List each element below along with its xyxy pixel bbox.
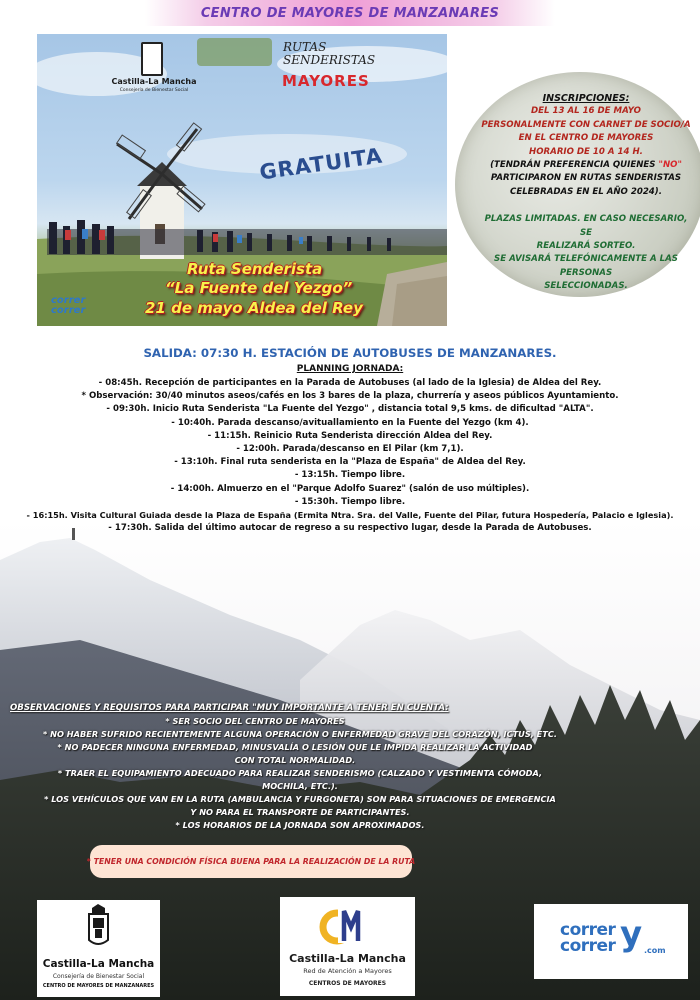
inscripciones-place: EN EL CENTRO DE MAYORES [518,133,654,144]
hero-photo [37,34,447,326]
ruta-date: 21 de mayo Aldea del Rey [145,299,363,317]
preference-line3: CELEBRADAS EN EL AÑO 2024). [510,186,662,197]
plazas-line2: REALIZARÁ SORTEO. [536,241,636,252]
preference-line1: (TENDRÁN PREFERENCIA QUIENES "NO" [490,160,682,171]
correr-com: .com [644,946,666,955]
observaciones-line: MOCHILA, ETC.). [262,781,338,791]
planning-item: - 09:30h. Inicio Ruta Senderista "La Fuente del Yezgo" , distancia total 9,5 kms. de dificultad "ALTA". [106,404,594,415]
planning-item: - 12:00h. Parada/descanso en El Pilar (km 7,1). [236,444,464,455]
planning-item: - 13:15h. Tiempo libre. [294,470,406,481]
ruta-title: Ruta Senderista [187,260,323,278]
plazas-line3: SE AVISARÁ TELEFÓNICAMENTE A LAS PERSONAS [494,254,678,278]
rutas-line2: SENDERISTAS [283,53,376,67]
red-center: CENTROS DE MAYORES [308,980,387,987]
planning-item: * Observación: 30/40 minutos aseos/cafés en los 3 bares de la plaza, churrería y aseos públicos Ayuntamiento. [81,391,619,402]
rutas-line1: RUTAS [283,40,327,54]
rutas-line3: MAYORES [282,72,370,90]
planning-item: - 14:00h. Almuerzo en el "Parque Adolfo Suarez" (salón de uso múltiples). [170,483,530,494]
hero-brand-name: Castilla-La Mancha [111,77,197,86]
clm-name: Castilla-La Mancha [42,958,155,970]
ruta-name: “La Fuente del Yezgo” [165,279,353,297]
planning-item: - 10:40h. Parada descanso/avituallamiento en la Fuente del Yezgo (km 4). [171,417,529,428]
observaciones-line: * NO PADECER NINGUNA ENFERMEDAD, MINUSVALÍA O LESIÓN QUE LE IMPIDA REALIZAR LA ACTIVIDAD [57,742,533,752]
inscripciones-carnet: PERSONALMENTE CON CARNET DE SOCIO/A [481,119,691,130]
inscripciones-title: INSCRIPCIONES: [542,93,630,104]
planning-item: - 11:15h. Reinicio Ruta Senderista dirección Aldea del Rey. [207,430,493,441]
observaciones-title: OBSERVACIONES Y REQUISITOS PARA PARTICIPAR "MUY IMPORTANTE A TENER EN CUENTA: [10,703,449,713]
note-box [86,845,416,878]
red-sub: Red de Atención a Mayores [303,967,392,975]
cm-logo-icon [280,897,415,949]
preference-line2: PARTICIPARON EN RUTAS SENDERISTAS [490,173,682,184]
gratuita-label: GRATUITA [257,143,385,185]
clm-sub: Consejería de Bienestar Social [52,973,145,980]
inscripciones-text [480,92,692,294]
planning-item: - 16:15h. Visita Cultural Guiada desde la Plaza de España (Ermita Ntra. Sra. del Valle, Fuente del Pilar, futura Hospedería, Palacio e Iglesia). [26,510,674,521]
observaciones-line: CON TOTAL NORMALIDAD. [234,755,356,765]
correr-word-1: correr [560,920,616,940]
red-name: Castilla-La Mancha [289,952,406,965]
observaciones-block [0,702,700,832]
crowd-icon [47,220,447,255]
planning-item: - 08:45h. Recepción de participantes en la Parada de Autobuses (al lado de la Iglesia) de Aldea del Rey. [98,378,602,388]
inscripciones-dates: DEL 13 AL 16 DE MAYO [531,106,641,117]
correr-y: y [620,914,643,954]
observaciones-line: Y NO PARA EL TRANSPORTE DE PARTICIPANTES. [190,807,410,817]
plazas-line4: SELECCIONADAS. [544,281,628,292]
planning-item: - 13:10h. Final ruta senderista en la "Plaza de España" de Aldea del Rey. [174,457,526,468]
clm-crest-icon [141,42,163,76]
planning-list [0,377,700,535]
salida-heading: SALIDA: 07:30 H. ESTACIÓN DE AUTOBUSES DE MANZANARES. [143,346,557,360]
plazas-line1: PLAZAS LIMITADAS. EN CASO NECESARIO, SE [484,214,688,238]
correr-logo [534,904,688,979]
condicion-fisica-note: * TENER UNA CONDICIÓN FÍSICA BUENA PARA LA REALIZACIÓN DE LA RUTA [86,857,416,866]
planning-title: PLANNING JORNADA: [296,364,404,374]
observaciones-line: * LOS VEHÍCULOS QUE VAN EN LA RUTA (AMBULANCIA Y FURGONETA) SON PARA SITUACIONES DE EMERGENCIA [44,794,556,804]
planning-item: - 15:30h. Tiempo libre. [294,496,406,507]
hero-correr-logo: correr correr [51,295,86,316]
banner-title: CENTRO DE MAYORES DE MANZANARES [200,5,500,21]
planning-item: - 17:30h. Salida del último autocar de regreso a su respectivo lugar, desde la Parada de Autobuses. [108,523,592,534]
inscripciones-hours: HORARIO DE 10 A 14 H. [529,146,643,157]
clm-crest-icon [37,900,160,960]
clm-center: CENTRO DE MAYORES DE MANZANARES [42,983,155,989]
red-mayores-logo [280,897,415,996]
observaciones-line: * LOS HORARIOS DE LA JORNADA SON APROXIMADOS. [175,820,425,830]
observaciones-line: * TRAER EL EQUIPAMIENTO ADECUADO PARA REALIZAR SENDERISMO (CALZADO Y VESTIMENTA CÓMODA, [57,768,543,778]
observaciones-line: * SER SOCIO DEL CENTRO DE MAYORES [165,716,345,726]
hero-brand-sub: Consejería de Bienestar Social [119,88,189,93]
clm-logo [37,900,160,997]
correr-word-2: correr [560,936,616,956]
top-banner [145,0,555,26]
observaciones-line: * NO HABER SUFRIDO RECIENTEMENTE ALGUNA OPERACIÓN O ENFERMEDAD GRAVE DEL CORAZÓN, ICTUS, ETC. [43,729,557,739]
